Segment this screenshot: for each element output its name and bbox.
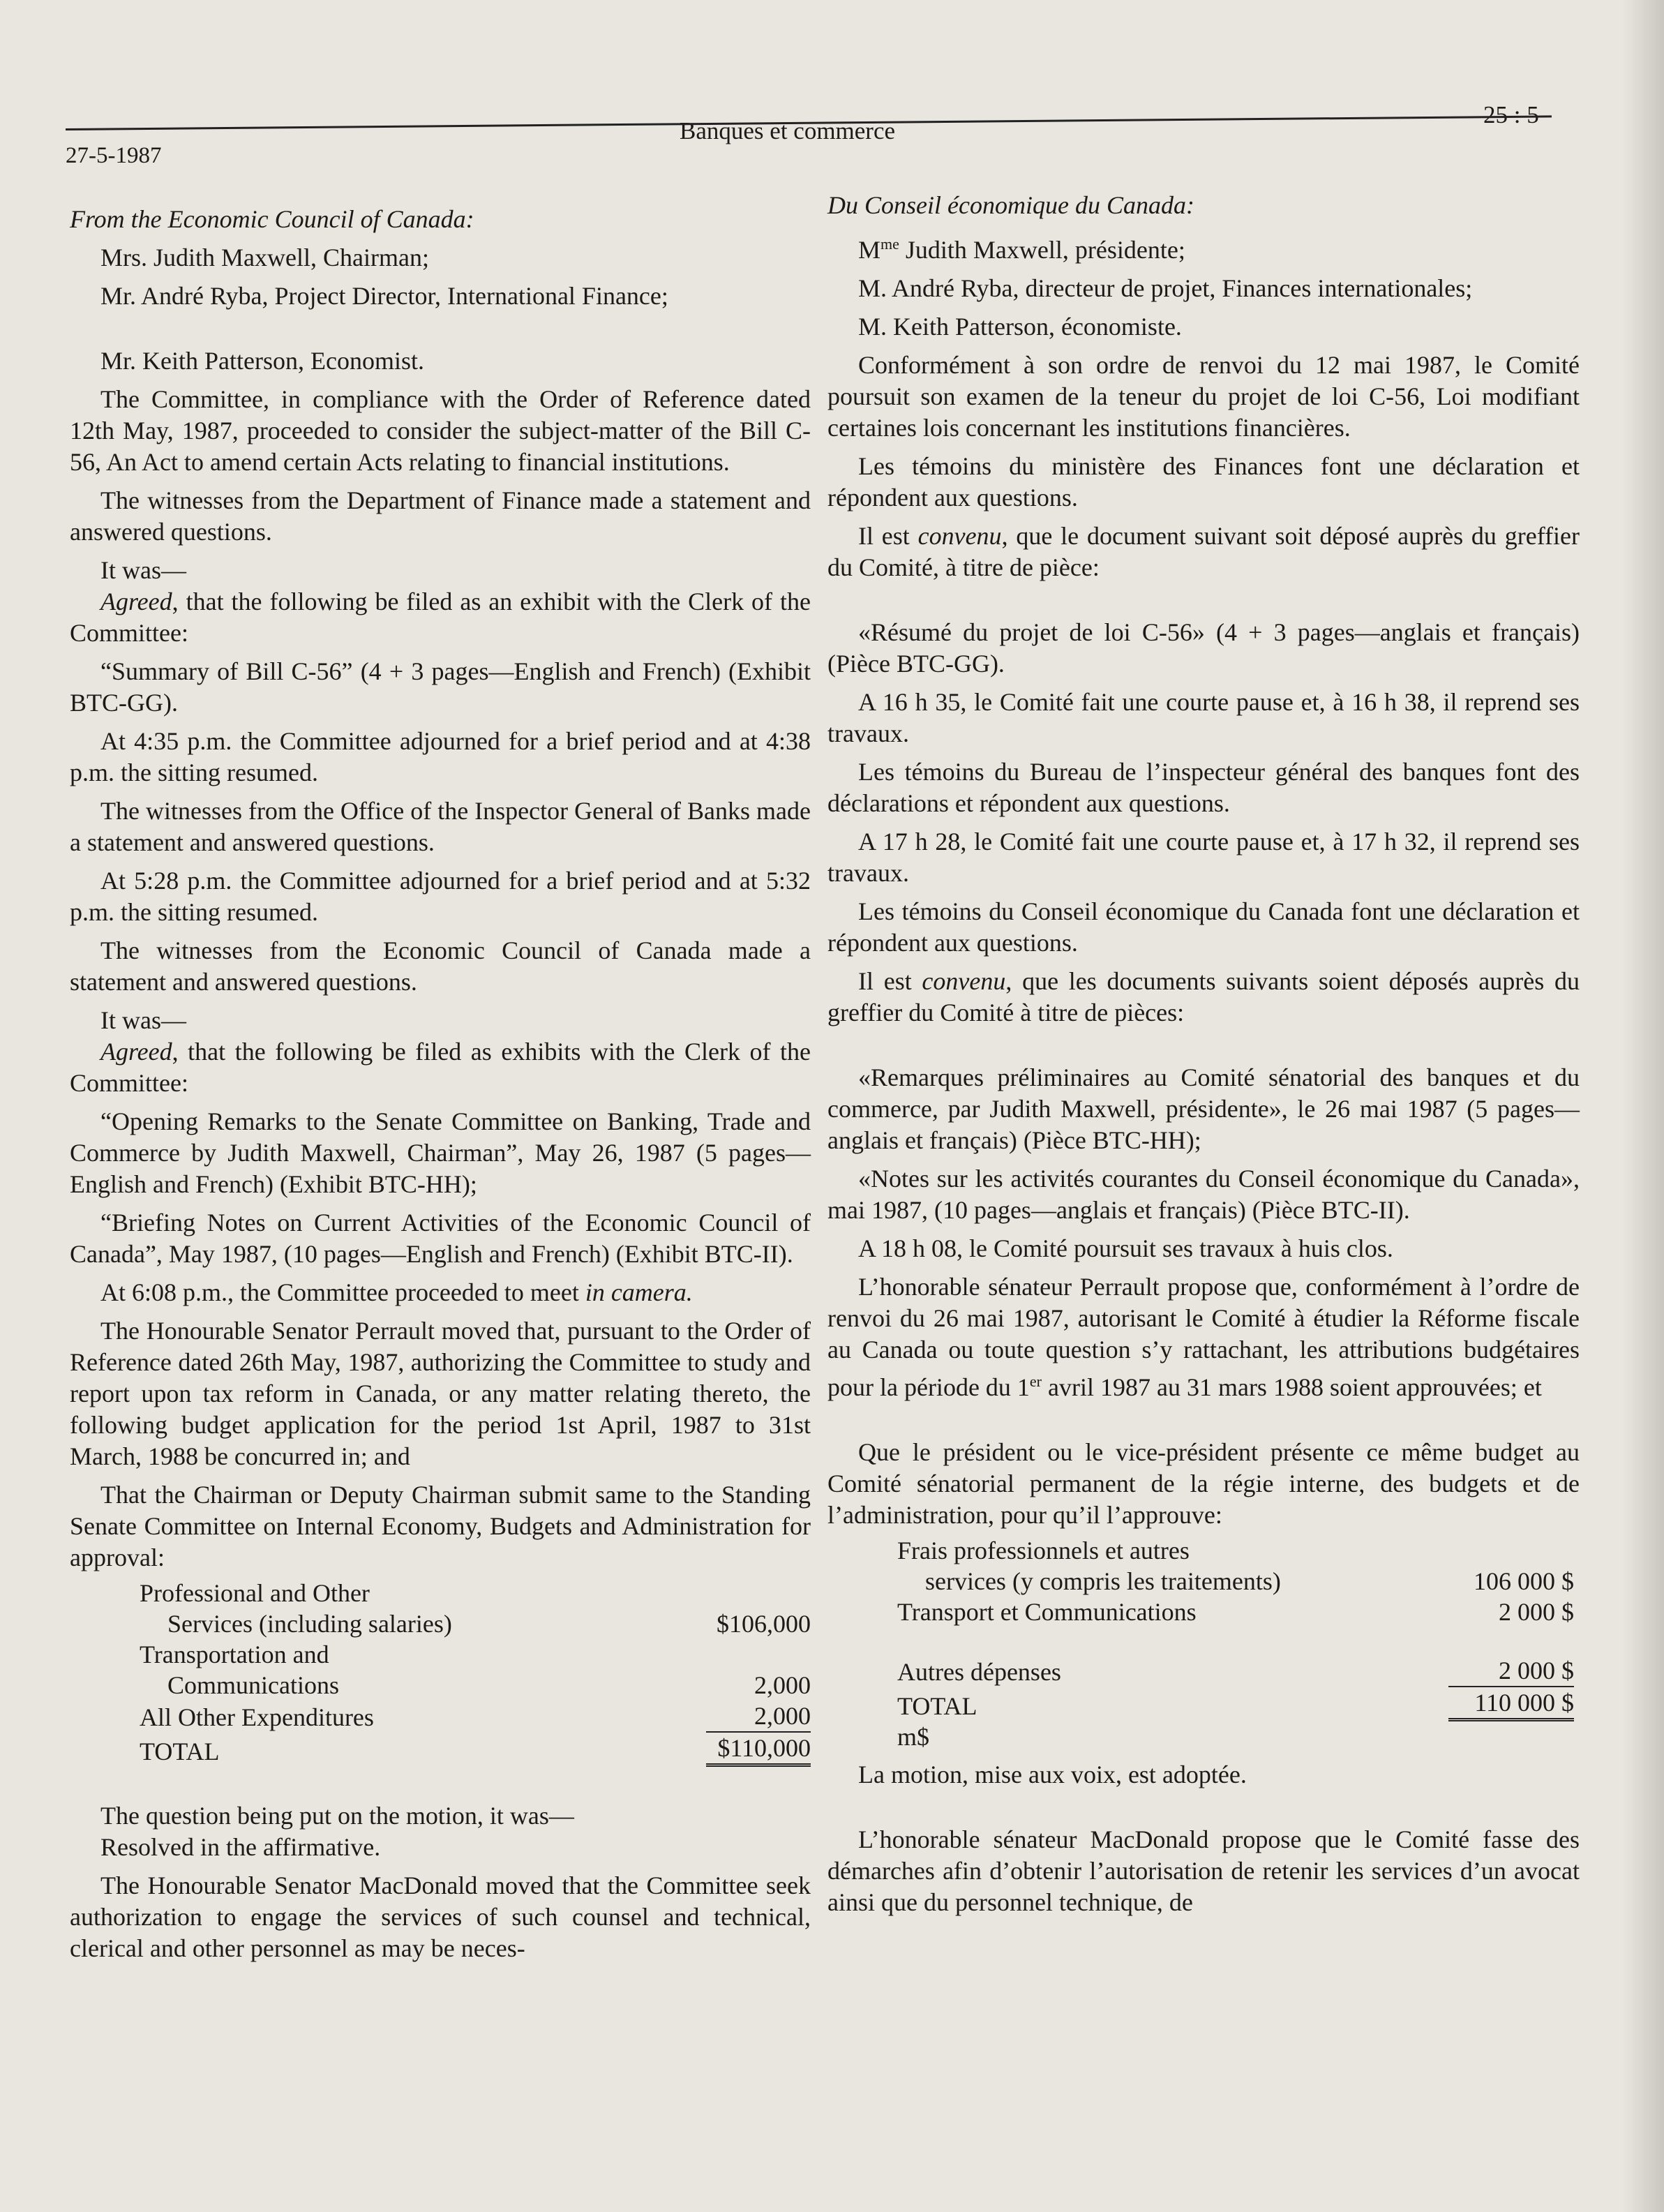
paragraph: A 18 h 08, le Comité poursuit ses travaux à huis clos. xyxy=(858,1234,1393,1262)
paragraph: The Honourable Senator MacDonald moved that the Committee seek authorization to engage the services of such counsel and technical, clerical and other personnel as may be neces- xyxy=(70,1871,811,1962)
paragraph: L’honorable sénateur MacDonald propose que le Comité fasse des démarches afin d’obtenir l’autorisation de retenir les services d’un avocat ainsi que du personnel technique, de xyxy=(827,1825,1580,1916)
budget-label: Transportation and xyxy=(140,1641,329,1668)
paragraph: That the Chairman or Deputy Chairman submit same to the Standing Senate Committee on Internal Economy, Budgets and Administration for approval: xyxy=(70,1481,811,1571)
budget-row xyxy=(897,1655,1574,1687)
emphasis: in camera. xyxy=(585,1278,693,1306)
budget-label: Communications xyxy=(167,1671,339,1699)
paragraph: Il est convenu, que les documents suivants soient déposés auprès du greffier du Comité à titre de pièces: xyxy=(827,967,1580,1026)
paragraph: Les témoins du ministère des Finances font une déclaration et répondent aux questions. xyxy=(827,452,1580,511)
exhibit-item: “Opening Remarks to the Senate Committee on Banking, Trade and Commerce by Judith Maxwell, Chairman”, May 26, 1987 (5 pages—English and French) (Exhibit BTC-HH); xyxy=(70,1107,811,1198)
budget-label: TOTAL xyxy=(140,1738,220,1765)
paragraph: Conformément à son ordre de renvoi du 12 mai 1987, le Comité poursuit son examen de la teneur du projet de loi C-56, Loi modifiant certaines lois concernant les institutions financières. xyxy=(827,351,1580,442)
paragraph-text: , that the following be filed as an exhibit with the Clerk of the Committee: xyxy=(70,588,811,647)
budget-total: 110 000 $ xyxy=(1448,1687,1574,1721)
paragraph xyxy=(70,586,811,649)
budget-row xyxy=(140,1701,811,1733)
paragraph: Les témoins du Bureau de l’inspecteur général des banques font des déclarations et répondent aux questions. xyxy=(827,758,1580,817)
paragraph: The witnesses from the Department of Finance made a statement and answered questions. xyxy=(70,486,811,546)
exhibit-item: “Summary of Bill C-56” (4 + 3 pages—English and French) (Exhibit BTC-GG). xyxy=(70,657,811,717)
paragraph: The question being put on the motion, it was— xyxy=(100,1802,574,1830)
exhibit-item: “Briefing Notes on Current Activities of the Economic Council of Canada”, May 1987, (10 pages—English and French) (Exhibit BTC-II). xyxy=(70,1209,811,1268)
paragraph-text: , that the following be filed as exhibits with the Clerk of the Committee: xyxy=(70,1038,811,1097)
paragraph-text: At 6:08 p.m., the Committee proceeded to meet xyxy=(100,1278,585,1306)
english-column xyxy=(70,204,811,1971)
budget-label: Professional and Other xyxy=(140,1579,370,1607)
budget-label: Transport et Communications xyxy=(897,1598,1197,1626)
budget-table-fr xyxy=(897,1535,1574,1752)
budget-table-en xyxy=(140,1578,811,1767)
witness-item: M. Keith Patterson, économiste. xyxy=(858,313,1182,341)
budget-label: Services (including salaries) xyxy=(167,1610,452,1638)
header-page-number: 25 : 5 xyxy=(1483,101,1539,128)
budget-row xyxy=(897,1566,1574,1597)
paragraph xyxy=(70,1277,811,1308)
budget-label: All Other Expenditures xyxy=(140,1703,374,1731)
emphasis: convenu xyxy=(922,967,1006,995)
witness-item: $M^{me}$ Judith Maxwell, présidente; xyxy=(858,235,1185,264)
paragraph: At 4:35 p.m. the Committee adjourned for a brief period and at 4:38 p.m. the sitting resumed. xyxy=(70,727,811,786)
paragraph: Les témoins du Conseil économique du Canada font une déclaration et répondent aux questions. xyxy=(827,897,1580,957)
paragraph: The witnesses from the Economic Council of Canada made a statement and answered questions. xyxy=(70,936,811,996)
budget-row xyxy=(140,1733,811,1767)
paragraph: The witnesses from the Office of the Inspector General of Banks made a statement and answered questions. xyxy=(70,797,811,856)
emphasis: convenu xyxy=(917,522,1002,550)
paragraph: The Honourable Senator Perrault moved that, pursuant to the Order of Reference dated 26th May, 1987, authorizing the Committee to study and report upon tax reform in Canada, or any matter relating thereto, the following budget application for the period 1st April, 1987 to 31st March, 1988 be concurred in; and xyxy=(70,1317,811,1470)
french-column xyxy=(827,190,1580,1925)
budget-row xyxy=(897,1721,1574,1752)
witness-item: Mr. André Ryba, Project Director, International Finance; xyxy=(100,282,668,310)
budget-value: $106,000 xyxy=(717,1610,811,1638)
budget-total: $110,000 xyxy=(706,1733,811,1767)
budget-value: 2,000 xyxy=(754,1671,811,1699)
budget-value: 106 000 $ xyxy=(1474,1567,1574,1595)
budget-row xyxy=(140,1670,811,1701)
paragraph xyxy=(70,1036,811,1099)
paragraph: It was— xyxy=(100,556,186,584)
budget-row xyxy=(897,1535,1574,1566)
budget-value: 2 000 $ xyxy=(1499,1598,1574,1626)
paragraph: Il est convenu, que le document suivant soit déposé auprès du greffier du Comité, à titre de pièce: xyxy=(827,522,1580,581)
witness-heading: From the Economic Council of Canada: xyxy=(70,205,474,233)
paragraph: L’honorable sénateur Perrault propose que, conformément à l’ordre de renvoi du 26 mai 1987, autorisant le Comité à étudier la Réforme fiscale au Canada ou toute question s’y rattachant, les attributions budgétaires pour la période du 1er avril 1987 au 31 mars 1988 soient approuvées; et xyxy=(827,1273,1580,1401)
emphasis: Agreed xyxy=(100,588,172,615)
budget-label: services (y compris les traitements) xyxy=(925,1567,1281,1595)
budget-row xyxy=(897,1597,1574,1627)
page-edge-shadow xyxy=(1622,0,1664,2212)
paragraph: Que le président ou le vice-président présente ce même budget au Comité sénatorial permanent de la régie interne, des budgets et de l’administration, pour qu’il l’approuve: xyxy=(827,1438,1580,1529)
emphasis: Agreed xyxy=(100,1038,172,1066)
paragraph: A 17 h 28, le Comité fait une courte pause et, à 17 h 32, il reprend ses travaux. xyxy=(827,828,1580,887)
budget-label: Autres dépenses xyxy=(897,1658,1061,1686)
paragraph: At 5:28 p.m. the Committee adjourned for a brief period and at 5:32 p.m. the sitting resumed. xyxy=(70,867,811,926)
paragraph: Resolved in the affirmative. xyxy=(100,1833,381,1861)
budget-row xyxy=(140,1639,811,1670)
witness-item: Mr. Keith Patterson, Economist. xyxy=(100,347,424,375)
paragraph: It was— xyxy=(100,1006,186,1034)
witness-heading: Du Conseil économique du Canada: xyxy=(827,191,1194,219)
budget-value: 2,000 xyxy=(706,1701,811,1733)
witness-item: Mrs. Judith Maxwell, Chairman; xyxy=(100,244,429,271)
exhibit-item: «Résumé du projet de loi C-56» (4 + 3 pages—anglais et français) (Pièce BTC-GG). xyxy=(827,618,1580,678)
budget-row xyxy=(140,1608,811,1639)
paragraph: The Committee, in compliance with the Order of Reference dated 12th May, 1987, proceeded to consider the subject-matter of the Bill C-56, An Act to amend certain Acts relating to financial institutions. xyxy=(70,385,811,476)
exhibit-item: «Notes sur les activités courantes du Conseil économique du Canada», mai 1987, (10 pages—anglais et français) (Pièce BTC-II). xyxy=(827,1165,1580,1224)
header-date: 27-5-1987 xyxy=(66,143,162,168)
budget-label: m$ xyxy=(897,1723,930,1751)
budget-row xyxy=(140,1578,811,1608)
witness-item: M. André Ryba, directeur de projet, Finances internationales; xyxy=(858,274,1473,302)
budget-value: 2 000 $ xyxy=(1448,1655,1574,1687)
header-title: Banques et commerce xyxy=(680,117,896,144)
budget-label: TOTAL xyxy=(897,1692,977,1720)
exhibit-item: «Remarques préliminaires au Comité sénatorial des banques et du commerce, par Judith Maxwell, présidente», le 26 mai 1987 (5 pages—anglais et français) (Pièce BTC-HH); xyxy=(827,1063,1580,1154)
budget-row xyxy=(897,1687,1574,1721)
budget-label: Frais professionnels et autres xyxy=(897,1537,1190,1564)
paragraph: A 16 h 35, le Comité fait une courte pause et, à 16 h 38, il reprend ses travaux. xyxy=(827,688,1580,747)
paragraph: La motion, mise aux voix, est adoptée. xyxy=(858,1761,1247,1788)
